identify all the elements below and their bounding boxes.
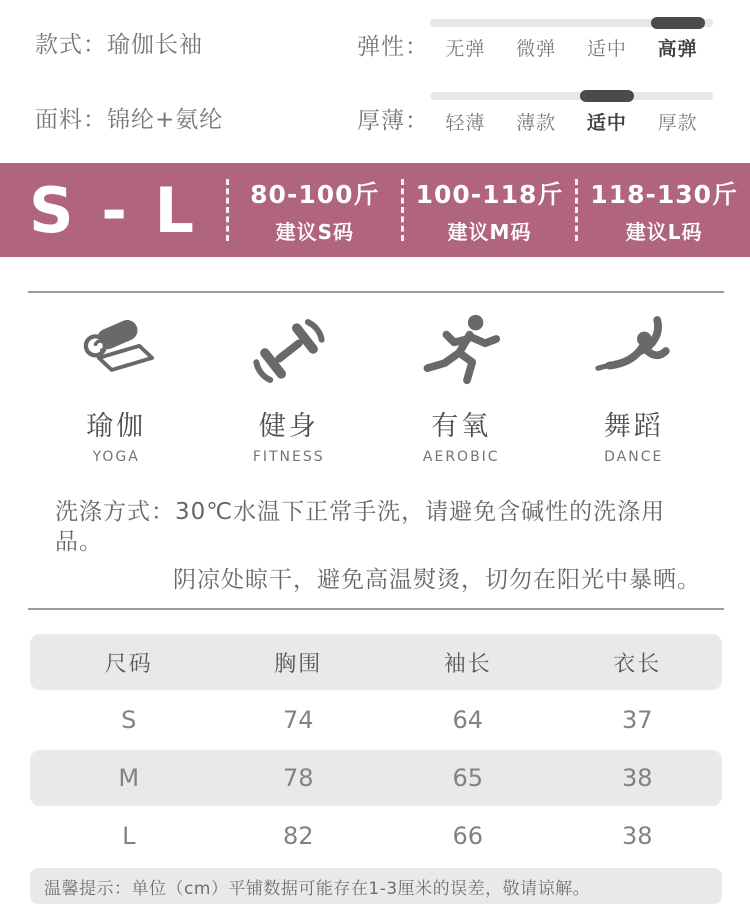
thickness-slider-thumb bbox=[580, 90, 634, 102]
weight-range: 80-100斤 bbox=[250, 180, 380, 209]
dumbbell-icon bbox=[246, 308, 332, 394]
elasticity-option-selected: 高弹 bbox=[657, 38, 698, 60]
activity-name-en: YOGA bbox=[92, 449, 140, 465]
activity-fitness bbox=[203, 308, 376, 465]
recommended-size: 建议S码 bbox=[275, 220, 355, 244]
elasticity-option: 适中 bbox=[586, 38, 627, 60]
size-table-note: 温馨提示：单位（cm）平铺数据可能存在1-3厘米的误差，敬请谅解。 bbox=[30, 868, 722, 904]
cell-sleeve: 66 bbox=[452, 822, 484, 850]
header-bust: 胸围 bbox=[274, 651, 323, 677]
size-recommendation bbox=[229, 175, 401, 245]
style-value: 瑜伽长袖 bbox=[107, 32, 203, 58]
size-banner bbox=[0, 163, 750, 257]
header-sleeve: 袖长 bbox=[443, 651, 492, 677]
elasticity-option: 无弹 bbox=[445, 38, 486, 60]
size-recommendation bbox=[578, 175, 750, 245]
recommended-size: 建议M码 bbox=[447, 220, 532, 244]
table-row bbox=[30, 750, 722, 806]
style-row bbox=[35, 26, 203, 59]
cell-size: M bbox=[118, 764, 140, 792]
elasticity-label: 弹性： bbox=[357, 34, 429, 60]
activity-aerobic bbox=[375, 308, 548, 465]
fabric-label: 面料： bbox=[35, 107, 107, 133]
fabric-row bbox=[35, 101, 223, 134]
weight-range: 100-118斤 bbox=[415, 180, 564, 209]
washing-line-1: 洗涤方式：30℃水温下正常手洗，请避免含碱性的洗涤用品。 bbox=[55, 499, 666, 555]
activity-name: 舞蹈 bbox=[603, 411, 664, 442]
size-table-header bbox=[30, 634, 722, 690]
size-range: S - L bbox=[28, 173, 198, 247]
thickness-option: 轻薄 bbox=[445, 112, 486, 134]
elasticity-options bbox=[430, 34, 713, 61]
cell-bust: 78 bbox=[282, 764, 314, 792]
elasticity-slider-thumb bbox=[651, 17, 705, 29]
activity-name: 健身 bbox=[258, 411, 319, 442]
table-row bbox=[30, 690, 722, 750]
recommended-size: 建议L码 bbox=[625, 220, 703, 244]
fabric-value: 锦纶+氨纶 bbox=[107, 107, 224, 133]
elasticity-slider bbox=[430, 19, 713, 27]
activity-name-en: FITNESS bbox=[252, 449, 325, 465]
size-recommendation bbox=[404, 175, 576, 245]
style-label: 款式： bbox=[35, 32, 107, 58]
thickness-slider bbox=[430, 92, 713, 100]
cell-length: 38 bbox=[621, 764, 653, 792]
cell-size: L bbox=[122, 822, 136, 850]
table-row bbox=[30, 806, 722, 866]
header-length: 衣长 bbox=[613, 651, 662, 677]
activity-dance bbox=[548, 308, 721, 465]
divider-line bbox=[28, 291, 724, 293]
cell-size: S bbox=[121, 706, 137, 734]
thickness-label: 厚薄： bbox=[357, 108, 429, 134]
washing-instructions bbox=[55, 497, 701, 595]
dancer-icon bbox=[591, 308, 677, 394]
thickness-option: 薄款 bbox=[516, 112, 557, 134]
activity-name: 有氧 bbox=[431, 411, 492, 442]
activities-row bbox=[30, 308, 720, 465]
cell-sleeve: 64 bbox=[452, 706, 484, 734]
cell-bust: 74 bbox=[282, 706, 314, 734]
activity-name-en: AEROBIC bbox=[422, 449, 500, 465]
header-size: 尺码 bbox=[104, 651, 153, 677]
activity-name-en: DANCE bbox=[604, 449, 664, 465]
yoga-mat-icon bbox=[73, 308, 159, 394]
cell-sleeve: 65 bbox=[452, 764, 484, 792]
cell-length: 37 bbox=[621, 706, 653, 734]
activity-name: 瑜伽 bbox=[86, 411, 147, 442]
elasticity-option: 微弹 bbox=[516, 38, 557, 60]
runner-icon bbox=[418, 308, 504, 394]
weight-range: 118-130斤 bbox=[590, 180, 739, 209]
thickness-option-selected: 适中 bbox=[586, 112, 627, 134]
thickness-options bbox=[430, 108, 713, 135]
divider-line bbox=[28, 608, 724, 610]
cell-length: 38 bbox=[621, 822, 653, 850]
thickness-option: 厚款 bbox=[657, 112, 698, 134]
washing-line-2: 阴凉处晾干，避免高温熨烫，切勿在阳光中暴晒。 bbox=[173, 567, 701, 593]
activity-yoga bbox=[30, 308, 203, 465]
cell-bust: 82 bbox=[282, 822, 314, 850]
